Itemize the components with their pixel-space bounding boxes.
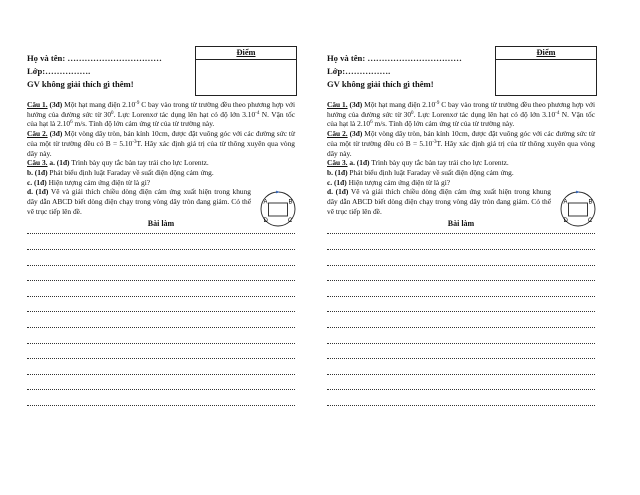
question-2 bbox=[327, 129, 595, 158]
question-1-points: (3đ) bbox=[47, 100, 63, 109]
question-2-number: Câu 2. bbox=[27, 129, 48, 139]
question-1-points: (3đ) bbox=[347, 100, 363, 109]
point-d-label: D bbox=[563, 218, 568, 225]
question-2 bbox=[27, 129, 295, 158]
answer-line[interactable] bbox=[327, 327, 595, 328]
question-3c bbox=[327, 178, 595, 188]
question-3d bbox=[27, 187, 295, 216]
answer-line[interactable] bbox=[327, 343, 595, 344]
question-3a bbox=[327, 158, 595, 168]
question-3c bbox=[27, 178, 295, 188]
question-3a-label: a. (1đ) bbox=[347, 158, 370, 168]
sheet-header bbox=[327, 44, 595, 100]
question-2-text: Một vòng dây tròn, bán kính 10cm, được đặt vuông góc với các đường sức từ của một từ trường đều có B = 5.10 bbox=[327, 129, 595, 148]
question-3d-text: Vẽ và giải thích chiều dòng điện cảm ứng xuất hiện trong khung dây dẫn ABCD biết dòng điện chạy trong vòng dây tròn đang giảm. Có thể vẽ trục tiếp lên đề. bbox=[327, 187, 551, 216]
answer-line[interactable] bbox=[327, 311, 595, 312]
answer-section-title: Bài làm bbox=[147, 219, 175, 229]
answer-line[interactable] bbox=[327, 374, 595, 375]
exponent: -9 bbox=[435, 101, 440, 106]
point-c-label: C bbox=[288, 218, 293, 225]
question-2-number: Câu 2. bbox=[327, 129, 348, 139]
teacher-note: GV không giải thích gì thêm! bbox=[327, 79, 434, 89]
question-1-text: N. Vận tốc của hạt là 2.10 bbox=[327, 109, 596, 129]
question-3b bbox=[327, 168, 595, 178]
point-a-label: A bbox=[263, 199, 268, 206]
question-2-text: Một vòng dây tròn, bán kính 10cm, được đặt vuông góc với các đường sức từ của một từ trường đều có B = 5.10 bbox=[27, 129, 295, 148]
question-1-text: Một hạt mang điện 2.10 bbox=[362, 100, 436, 109]
answer-line[interactable] bbox=[27, 358, 295, 359]
question-1-text: m/s. Tính độ lớn cảm ứng từ của từ trường này. bbox=[372, 119, 515, 129]
question-3b bbox=[27, 168, 295, 178]
answer-line[interactable] bbox=[27, 249, 295, 250]
exponent: 6 bbox=[370, 120, 373, 126]
question-2-points: (3đ) bbox=[347, 129, 363, 139]
question-1 bbox=[27, 100, 295, 129]
answer-line[interactable] bbox=[27, 343, 295, 344]
question-3-number: Câu 3. bbox=[327, 158, 348, 168]
question-3a-text: Trình bày quy tắc bàn tay trái cho lực Lorentz. bbox=[69, 158, 209, 168]
answer-section-title: Bài làm bbox=[447, 219, 475, 229]
question-3c-text: Hiện tượng cảm ứng điện từ là gì? bbox=[346, 177, 451, 187]
question-3d bbox=[327, 187, 595, 216]
exponent: -9 bbox=[135, 101, 140, 106]
coil-frame-diagram bbox=[558, 189, 598, 229]
point-b-label: B bbox=[588, 199, 593, 206]
exponent: -3 bbox=[132, 139, 137, 145]
answer-line[interactable] bbox=[327, 358, 595, 359]
answer-line[interactable] bbox=[27, 405, 295, 406]
exponent: -4 bbox=[555, 110, 560, 116]
exponent: -4 bbox=[255, 110, 260, 116]
frame-abcd bbox=[269, 203, 288, 216]
question-1-text: m/s. Tính độ lớn cảm ứng từ của từ trường này. bbox=[72, 119, 215, 129]
question-3b-text: Phát biểu định luật Faraday về suất điện động cảm ứng. bbox=[47, 167, 214, 177]
answer-line[interactable] bbox=[327, 280, 595, 281]
question-3a-label: a. (1đ) bbox=[47, 158, 70, 168]
point-a-label: A bbox=[563, 199, 568, 206]
student-name-label: Họ và tên: …………………………… bbox=[327, 53, 462, 63]
answer-line[interactable] bbox=[327, 233, 595, 234]
answer-line[interactable] bbox=[327, 389, 595, 390]
answer-line[interactable] bbox=[27, 233, 295, 234]
question-3-number: Câu 3. bbox=[27, 158, 48, 168]
question-1-text: C bay vào trong từ trường đều theo phương hợp với hướng của đường sức từ 30 bbox=[27, 100, 296, 119]
question-3c-label: c. (1đ) bbox=[327, 177, 347, 187]
exponent: 0 bbox=[411, 110, 414, 116]
question-1-text: C bay vào trong từ trường đều theo phương hợp với hướng của đường sức từ 30 bbox=[327, 100, 596, 119]
answer-line[interactable] bbox=[27, 374, 295, 375]
class-label: Lớp:……………. bbox=[27, 66, 91, 76]
question-1-text: . Lực Lorenxơ tác dụng lên hạt có độ lớn 3.10 bbox=[113, 109, 256, 119]
question-3b-text: Phát biểu định luật Faraday về suất điện động cảm ứng. bbox=[347, 167, 514, 177]
current-arrow-icon bbox=[276, 191, 279, 194]
answer-lines bbox=[27, 233, 295, 406]
answer-line[interactable] bbox=[27, 296, 295, 297]
answer-line[interactable] bbox=[327, 405, 595, 406]
question-3b-label: b. (1đ) bbox=[327, 167, 348, 177]
point-b-label: B bbox=[288, 199, 293, 206]
question-1-number: Câu 1. bbox=[27, 100, 48, 109]
exponent: -3 bbox=[432, 139, 437, 145]
score-box bbox=[195, 46, 297, 96]
question-1-text: N. Vận tốc của hạt là 2.10 bbox=[27, 109, 296, 129]
question-3c-label: c. (1đ) bbox=[27, 177, 47, 187]
question-2-text: T. Hãy xác định giá trị của từ thông xuyên qua vòng dây này. bbox=[327, 138, 596, 158]
question-1-number: Câu 1. bbox=[327, 100, 348, 109]
question-2-points: (3đ) bbox=[47, 129, 63, 139]
answer-line[interactable] bbox=[27, 280, 295, 281]
student-name-label: Họ và tên: …………………………… bbox=[27, 53, 162, 63]
frame-abcd bbox=[569, 203, 588, 216]
answer-line[interactable] bbox=[27, 265, 295, 266]
question-1-text: . Lực Lorenxơ tác dụng lên hạt có độ lớn 3.10 bbox=[413, 109, 556, 119]
sheet-header bbox=[27, 44, 295, 100]
exponent: 6 bbox=[70, 120, 73, 126]
exam-sheet-right bbox=[327, 44, 595, 421]
question-3a bbox=[27, 158, 295, 168]
question-3d-label: d. (1đ) bbox=[327, 187, 349, 197]
coil-frame-diagram bbox=[258, 189, 298, 229]
teacher-note: GV không giải thích gì thêm! bbox=[27, 79, 134, 89]
exponent: 0 bbox=[111, 110, 114, 116]
question-3d-label: d. (1đ) bbox=[27, 187, 49, 197]
question-3a-text: Trình bày quy tắc bàn tay trái cho lực Lorentz. bbox=[369, 158, 509, 168]
question-1-text: Một hạt mang điện 2.10 bbox=[62, 100, 136, 109]
score-label: Điểm bbox=[196, 47, 296, 60]
question-1 bbox=[327, 100, 595, 129]
answer-lines bbox=[327, 233, 595, 406]
answer-line[interactable] bbox=[27, 311, 295, 312]
answer-line[interactable] bbox=[327, 249, 595, 250]
question-3b-label: b. (1đ) bbox=[27, 167, 48, 177]
question-2-text: T. Hãy xác định giá trị của từ thông xuyên qua vòng dây này. bbox=[27, 138, 296, 158]
point-d-label: D bbox=[263, 218, 268, 225]
question-3c-text: Hiện tượng cảm ứng điện từ là gì? bbox=[46, 177, 151, 187]
answer-line[interactable] bbox=[27, 389, 295, 390]
score-label: Điểm bbox=[496, 47, 596, 60]
answer-line[interactable] bbox=[327, 265, 595, 266]
answer-line[interactable] bbox=[327, 296, 595, 297]
question-3d-text: Vẽ và giải thích chiều dòng điện cảm ứng xuất hiện trong khung dây dẫn ABCD biết dòng điện chạy trong vòng dây tròn đang giảm. Có thể vẽ trục tiếp lên đề. bbox=[27, 187, 251, 216]
answer-line[interactable] bbox=[27, 327, 295, 328]
point-c-label: C bbox=[588, 218, 593, 225]
exam-sheet-left bbox=[27, 44, 295, 421]
score-box bbox=[495, 46, 597, 96]
current-arrow-icon bbox=[576, 191, 579, 194]
class-label: Lớp:……………. bbox=[327, 66, 391, 76]
